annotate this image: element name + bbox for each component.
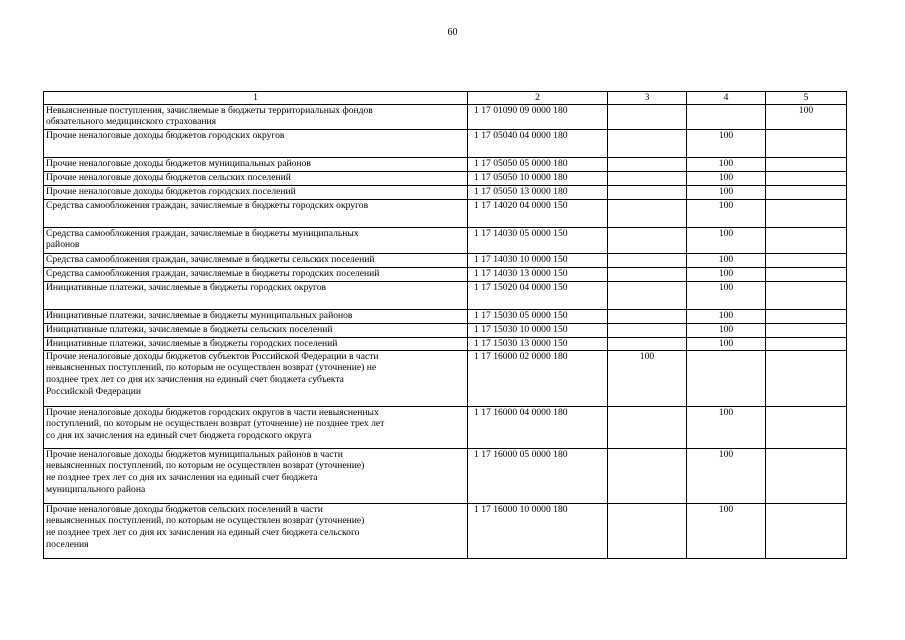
- budget-code-cell: 1 17 05040 04 0000 180: [468, 129, 608, 157]
- table-row: [44, 309, 847, 323]
- table-row: [44, 406, 847, 448]
- table-row: [44, 171, 847, 185]
- column-5-value-cell: [766, 448, 847, 503]
- revenue-name-cell: Инициативные платежи, зачисляемые в бюджеты городских округов: [44, 281, 468, 309]
- table-row: [44, 350, 847, 406]
- column-3-value-cell: [608, 337, 687, 350]
- column-header-1: 1: [44, 92, 468, 105]
- revenue-name-cell: Прочие неналоговые доходы бюджетов муниципальных районов в части невыясненных поступлений, по которым не осуществлен возврат (уточнение) не позднее трех лет со дня их зачисления на единый счет бюджета муниципального района: [44, 448, 468, 503]
- budget-code-cell: 1 17 14030 13 0000 150: [468, 267, 608, 281]
- column-3-value-cell: [608, 448, 687, 503]
- column-4-value-cell: 100: [687, 503, 766, 558]
- column-4-value-cell: 100: [687, 227, 766, 253]
- column-5-value-cell: [766, 337, 847, 350]
- revenue-name-cell: Инициативные платежи, зачисляемые в бюджеты муниципальных районов: [44, 309, 468, 323]
- column-5-value-cell: [766, 503, 847, 558]
- column-3-value-cell: [608, 281, 687, 309]
- table-row: [44, 503, 847, 558]
- revenue-classification-table: [43, 91, 847, 559]
- column-5-value-cell: [766, 323, 847, 337]
- budget-code-cell: 1 17 15030 10 0000 150: [468, 323, 608, 337]
- column-header-5: 5: [766, 92, 847, 105]
- column-3-value-cell: [608, 199, 687, 227]
- column-4-value-cell: 100: [687, 281, 766, 309]
- column-4-value-cell: 100: [687, 406, 766, 448]
- revenue-name-cell: Средства самообложения граждан, зачисляемые в бюджеты городских округов: [44, 199, 468, 227]
- budget-code-cell: 1 17 01090 09 0000 180: [468, 104, 608, 129]
- budget-code-cell: 1 17 16000 02 0000 180: [468, 350, 608, 406]
- column-header-4: 4: [687, 92, 766, 105]
- revenue-name-cell: Прочие неналоговые доходы бюджетов городских округов: [44, 129, 468, 157]
- revenue-name-cell: Средства самообложения граждан, зачисляемые в бюджеты городских поселений: [44, 267, 468, 281]
- column-3-value-cell: [608, 185, 687, 199]
- revenue-name-cell: Невыясненные поступления, зачисляемые в бюджеты территориальных фондов обязательного медицинского страхования: [44, 104, 468, 129]
- column-header-2: 2: [468, 92, 608, 105]
- column-header-3: 3: [608, 92, 687, 105]
- budget-code-cell: 1 17 05050 10 0000 180: [468, 171, 608, 185]
- column-5-value-cell: [766, 185, 847, 199]
- budget-code-cell: 1 17 05050 05 0000 180: [468, 157, 608, 171]
- budget-code-cell: 1 17 15020 04 0000 150: [468, 281, 608, 309]
- column-4-value-cell: 100: [687, 253, 766, 267]
- table-row: [44, 104, 847, 129]
- revenue-name-cell: Прочие неналоговые доходы бюджетов субъектов Российской Федерации в части невыясненных поступлений, по которым не осуществлен возврат (уточнение) не позднее трех лет со дня их зачисления на единый счет бюджета субъекта Российской Федерации: [44, 350, 468, 406]
- column-3-value-cell: [608, 129, 687, 157]
- table-body: [44, 92, 847, 559]
- column-3-value-cell: 100: [608, 350, 687, 406]
- column-4-value-cell: 100: [687, 448, 766, 503]
- table-row: [44, 281, 847, 309]
- column-5-value-cell: [766, 253, 847, 267]
- budget-code-cell: 1 17 14020 04 0000 150: [468, 199, 608, 227]
- budget-code-cell: 1 17 16000 05 0000 180: [468, 448, 608, 503]
- column-3-value-cell: [608, 227, 687, 253]
- column-3-value-cell: [608, 171, 687, 185]
- column-4-value-cell: 100: [687, 199, 766, 227]
- column-4-value-cell: 100: [687, 171, 766, 185]
- column-4-value-cell: 100: [687, 309, 766, 323]
- column-5-value-cell: [766, 129, 847, 157]
- budget-code-cell: 1 17 16000 10 0000 180: [468, 503, 608, 558]
- budget-code-cell: 1 17 14030 10 0000 150: [468, 253, 608, 267]
- column-5-value-cell: [766, 309, 847, 323]
- page-number: 60: [447, 27, 458, 38]
- header-row: [44, 92, 847, 105]
- column-5-value-cell: 100: [766, 104, 847, 129]
- column-4-value-cell: [687, 104, 766, 129]
- budget-code-cell: 1 17 16000 04 0000 180: [468, 406, 608, 448]
- column-3-value-cell: [608, 267, 687, 281]
- table-row: [44, 323, 847, 337]
- column-3-value-cell: [608, 309, 687, 323]
- revenue-name-cell: Инициативные платежи, зачисляемые в бюджеты городских поселений: [44, 337, 468, 350]
- column-5-value-cell: [766, 227, 847, 253]
- budget-code-cell: 1 17 14030 05 0000 150: [468, 227, 608, 253]
- column-4-value-cell: 100: [687, 337, 766, 350]
- column-3-value-cell: [608, 104, 687, 129]
- column-5-value-cell: [766, 281, 847, 309]
- table-row: [44, 253, 847, 267]
- column-3-value-cell: [608, 406, 687, 448]
- column-3-value-cell: [608, 253, 687, 267]
- revenue-name-cell: Средства самообложения граждан, зачисляемые в бюджеты сельских поселений: [44, 253, 468, 267]
- table-row: [44, 448, 847, 503]
- revenue-name-cell: Прочие неналоговые доходы бюджетов городских округов в части невыясненных поступлений, по которым не осуществлен возврат (уточнение) не позднее трех лет со дня их зачисления на единый счет бюджета городского округа: [44, 406, 468, 448]
- revenue-name-cell: Прочие неналоговые доходы бюджетов городских поселений: [44, 185, 468, 199]
- revenue-name-cell: Прочие неналоговые доходы бюджетов муниципальных районов: [44, 157, 468, 171]
- table-row: [44, 267, 847, 281]
- revenue-name-cell: Прочие неналоговые доходы бюджетов сельских поселений в части невыясненных поступлений, по которым не осуществлен возврат (уточнение) не позднее трех лет со дня их зачисления на единый счет бюджета сельского поселения: [44, 503, 468, 558]
- column-4-value-cell: 100: [687, 267, 766, 281]
- budget-code-cell: 1 17 05050 13 0000 180: [468, 185, 608, 199]
- table-row: [44, 129, 847, 157]
- revenue-name-cell: Инициативные платежи, зачисляемые в бюджеты сельских поселений: [44, 323, 468, 337]
- column-3-value-cell: [608, 323, 687, 337]
- budget-code-cell: 1 17 15030 05 0000 150: [468, 309, 608, 323]
- column-5-value-cell: [766, 157, 847, 171]
- revenue-name-cell: Прочие неналоговые доходы бюджетов сельских поселений: [44, 171, 468, 185]
- column-4-value-cell: 100: [687, 157, 766, 171]
- table-row: [44, 199, 847, 227]
- column-5-value-cell: [766, 267, 847, 281]
- column-4-value-cell: 100: [687, 185, 766, 199]
- revenue-name-cell: Средства самообложения граждан, зачисляемые в бюджеты муниципальных районов: [44, 227, 468, 253]
- column-4-value-cell: 100: [687, 129, 766, 157]
- column-5-value-cell: [766, 171, 847, 185]
- column-5-value-cell: [766, 406, 847, 448]
- table-row: [44, 185, 847, 199]
- column-4-value-cell: [687, 350, 766, 406]
- column-5-value-cell: [766, 350, 847, 406]
- column-5-value-cell: [766, 199, 847, 227]
- budget-code-cell: 1 17 15030 13 0000 150: [468, 337, 608, 350]
- column-3-value-cell: [608, 503, 687, 558]
- table-row: [44, 227, 847, 253]
- column-4-value-cell: 100: [687, 323, 766, 337]
- column-3-value-cell: [608, 157, 687, 171]
- table-row: [44, 337, 847, 350]
- table-row: [44, 157, 847, 171]
